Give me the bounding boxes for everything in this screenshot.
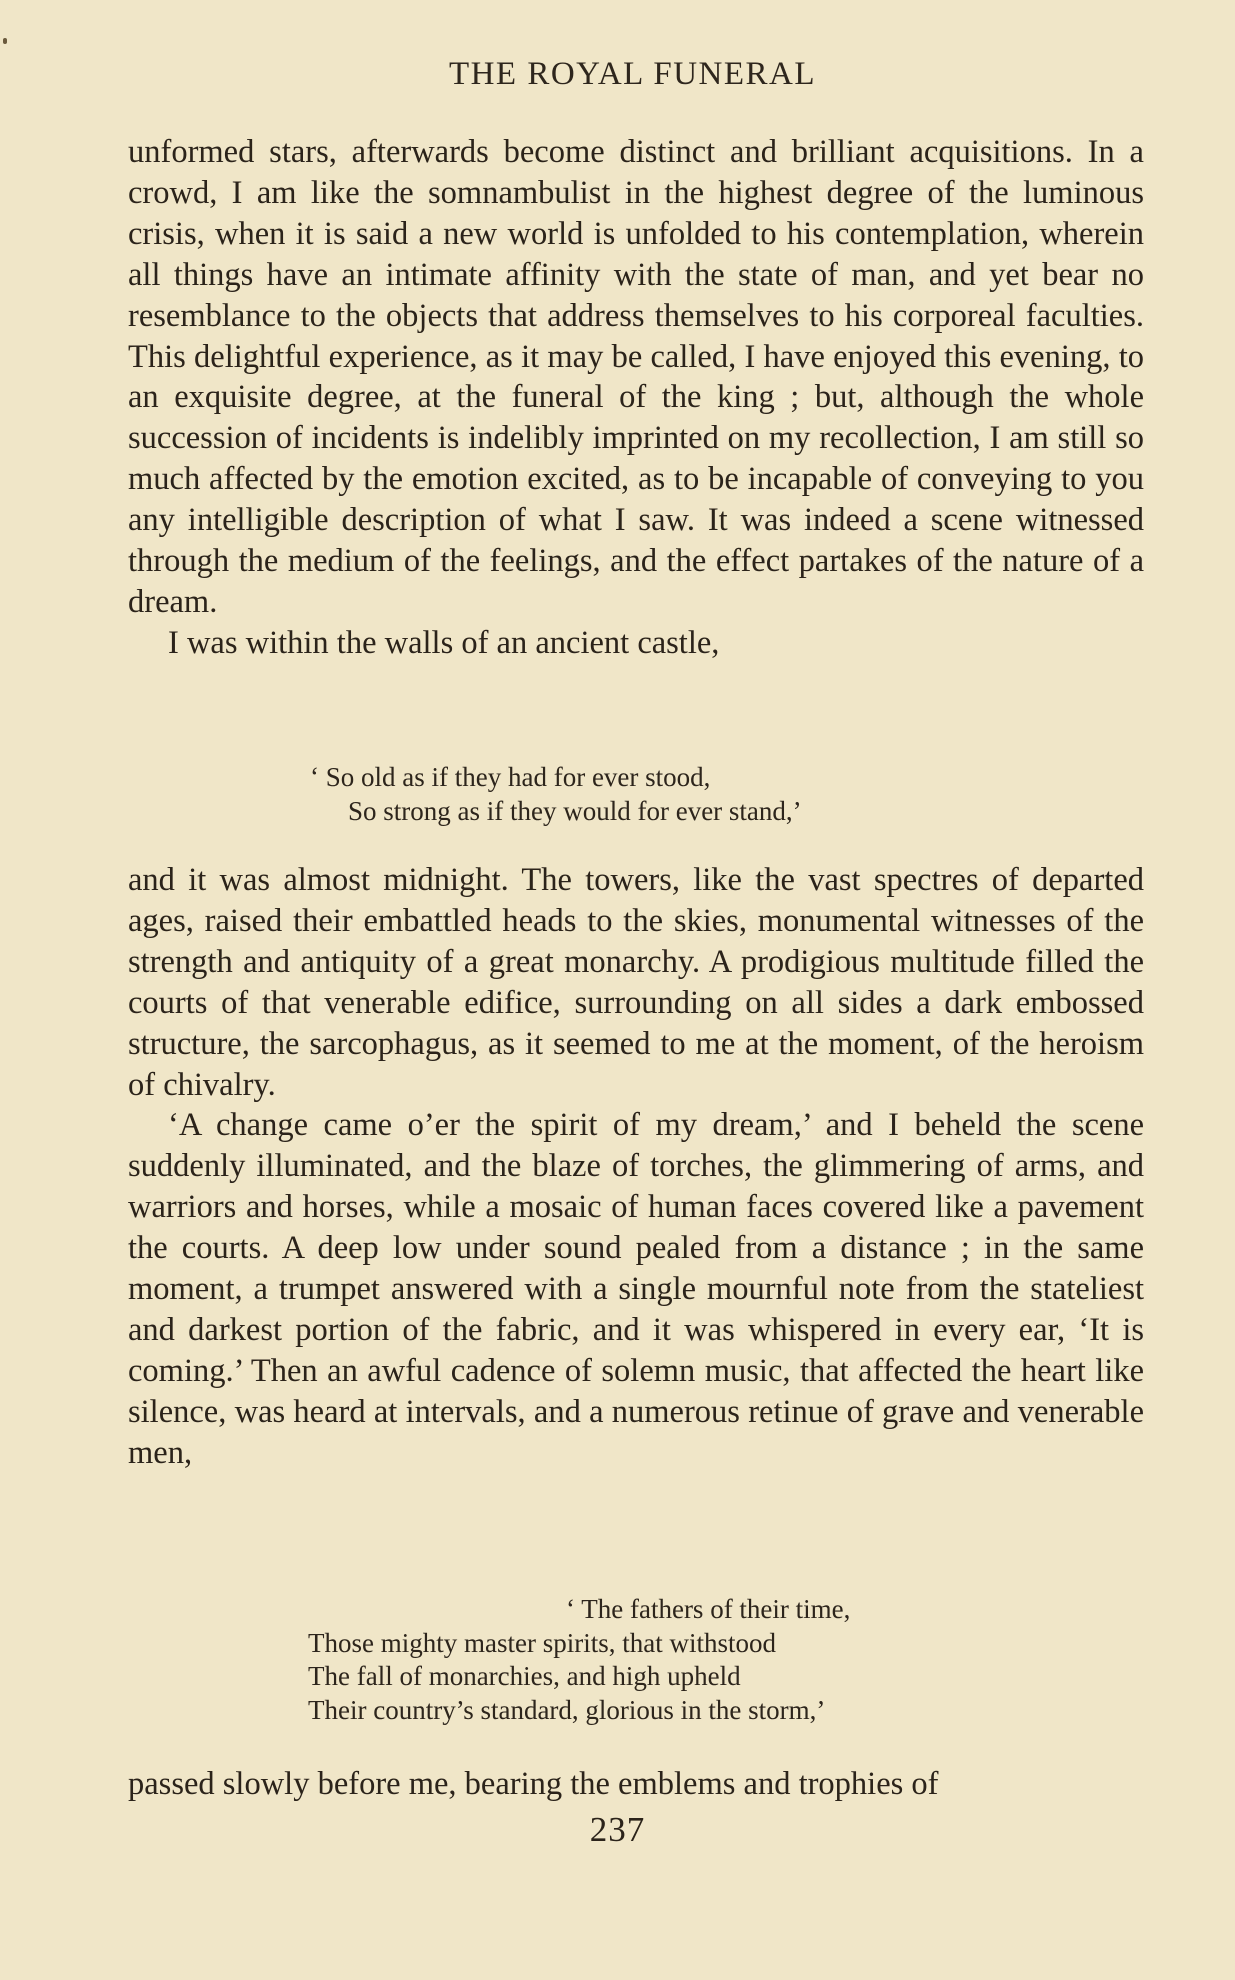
verse-quote-2-line-4: Their country’s standard, glorious in the storm,’ <box>308 1694 826 1725</box>
margin-speck <box>3 38 7 44</box>
verse-quote-1-line-1: ‘ So old as if they had for ever stood, <box>310 762 711 792</box>
paragraph-2: I was within the walls of an ancient castle, <box>168 624 720 661</box>
paragraph-block-2 <box>128 860 1144 1474</box>
page-number: 237 <box>589 1810 646 1849</box>
verse-quote-2-line-1: ‘ The fathers of their time, <box>566 1594 851 1624</box>
verse-quote-2-line-3: The fall of monarchies, and high upheld <box>308 1661 741 1691</box>
paragraph-5: passed slowly before me, bearing the emblems and trophies of <box>128 1766 939 1802</box>
verse-quote-1 <box>310 761 802 828</box>
paragraph-1: unformed stars, afterwards become distinct and brilliant acquisitions. In a crowd, I am like the somnambulist in the highest degree of the luminous crisis, when it is said a new world is unfolded to his contemplation, wherein all things have an intimate affinity with the state of man, and yet bear no resemblance to the objects that address themselves to his corporeal faculties. This delightful experience, as it may be called, I have enjoyed this evening, to an exquisite degree, at the funeral of the king ; but, although the whole succession of incidents is indelibly imprinted on my recollection, I am still so much affected by the emotion excited, as to be incapable of conveying to you any intelligible description of what I saw. It was indeed a scene witnessed through the medium of the feelings, and the effect partakes of the nature of a dream. <box>128 134 1144 620</box>
paragraph-block-3 <box>128 1764 1144 1805</box>
running-head: THE ROYAL FUNERAL <box>448 56 817 92</box>
verse-quote-1-line-2: So strong as if they would for ever stand,’ <box>348 795 802 826</box>
paragraph-4: ‘A change came o’er the spirit of my dream,’ and I beheld the scene suddenly illuminated, and the blaze of torches, the glimmering of arms, and warriors and horses, while a mosaic of human faces covered like a pavement the courts. A deep low under sound pealed from a distance ; in the same moment, a trumpet answered with a single mournful note from the stateliest and darkest portion of the fabric, and it was whispered in every ear, ‘It is coming.’ Then an awful cadence of solemn music, that affected the heart like silence, was heard at intervals, and a numerous retinue of grave and venerable men, <box>128 1107 1144 1471</box>
verse-quote-2 <box>308 1593 850 1727</box>
paragraph-3: and it was almost midnight. The towers, like the vast spectres of departed ages, raised their embattled heads to the skies, monumental witnesses of the strength and antiquity of a great monarchy. A prodigious multitude filled the courts of that venerable edifice, surrounding on all sides a dark embossed structure, the sarcophagus, as it seemed to me at the moment, of the heroism of chivalry. <box>128 862 1144 1103</box>
paragraph-block-1 <box>128 132 1144 664</box>
verse-quote-2-line-2: Those mighty master spirits, that withstood <box>308 1627 776 1658</box>
